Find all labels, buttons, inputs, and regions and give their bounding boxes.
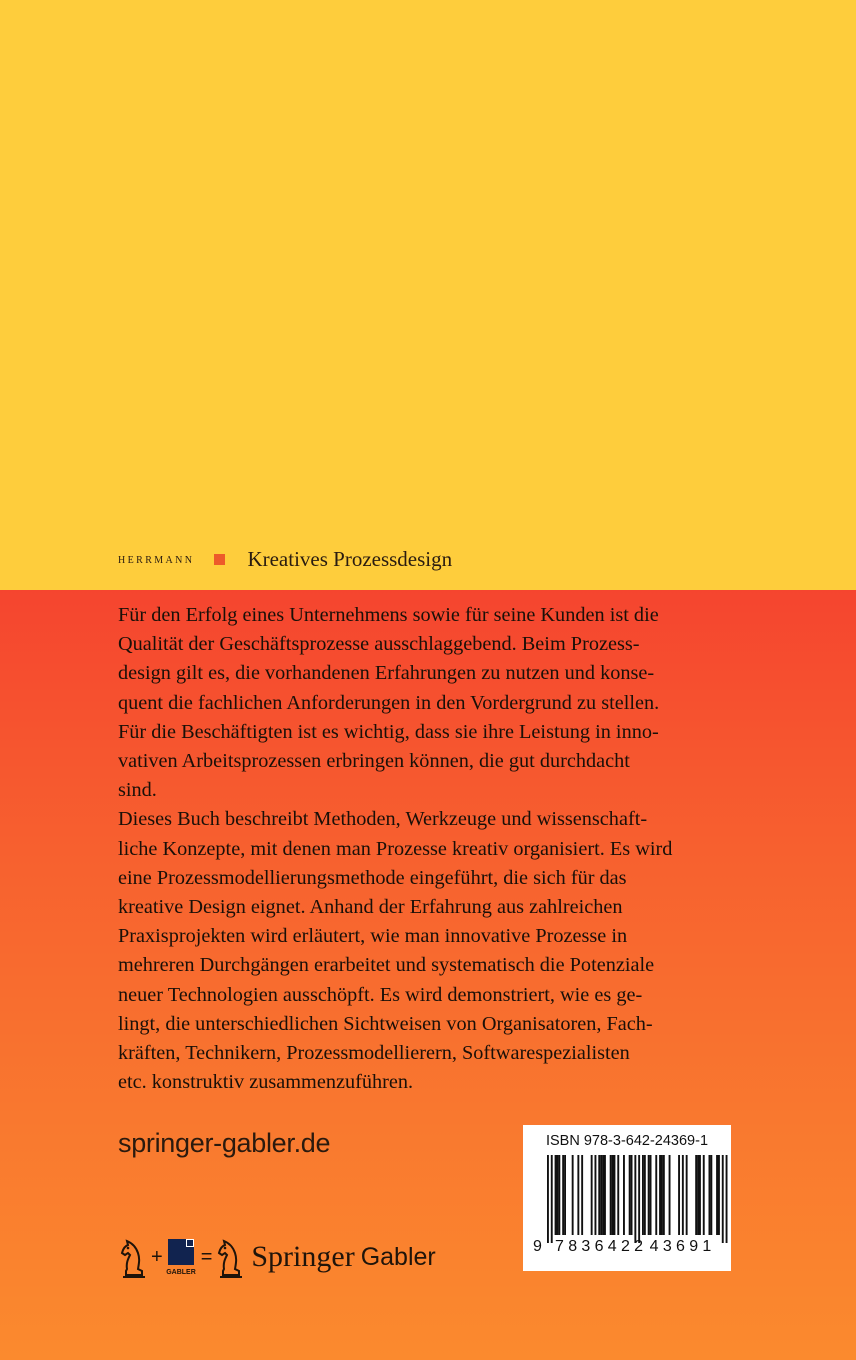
blurb-line: design gilt es, die vorhandenen Erfahrungen zu nutzen und konse- [118,662,655,685]
blurb-line: Für die Beschäftigten ist es wichtig, dass sie ihre Leistung in inno- [118,720,659,743]
barcode-bar [699,1155,701,1235]
blurb-line: liche Konzepte, mit denen man Prozesse kreativ organisiert. Es wird [118,837,673,860]
equals-sign: = [200,1245,213,1268]
ean-digit: 1 [702,1238,712,1255]
ean-digit: 9 [689,1238,699,1255]
separator-square-icon [214,554,225,565]
barcode-bar [710,1155,712,1235]
barcode-bar [697,1155,699,1235]
gabler-brand-text: Gabler [360,1242,436,1271]
barcode-bar [577,1155,579,1235]
barcode-bar [591,1155,593,1235]
barcode-bar [695,1155,697,1235]
barcode-bar [629,1155,631,1235]
plus-sign: + [151,1245,163,1268]
blurb-line: Qualität der Geschäftsprozesse ausschlaggebend. Beim Prozess- [118,633,640,656]
barcode-bar [644,1155,646,1235]
barcode-bar [663,1155,665,1235]
blurb-text [118,601,758,1097]
barcode-bar [612,1155,614,1235]
ean-digit: 8 [568,1238,578,1255]
ean-digit: 3 [662,1238,672,1255]
barcode-bar [678,1155,680,1235]
barcode-bar [716,1155,718,1235]
ean-digit: 6 [594,1238,604,1255]
barcode-bar [623,1155,625,1235]
website-url: springer-gabler.de [118,1128,331,1158]
blurb-line: kreative Design eignet. Anhand der Erfahrung aus zahlreichen [118,896,623,919]
ean-digits [533,1238,716,1256]
barcode-bar [659,1155,661,1235]
gabler-label: GABLER [165,1269,196,1276]
barcode-bar [726,1155,728,1243]
blurb-line: quent die fachlichen Anforderungen in den Vordergrund zu stellen. [118,691,660,714]
barcode-bar [604,1155,606,1235]
barcode-bar [600,1155,602,1235]
barcode-bar [709,1155,711,1235]
barcode-bar [555,1155,557,1235]
top-color-band [0,0,856,590]
blurb-line: mehreren Durchgängen erarbeitet und systematisch die Potenziale [118,954,655,977]
barcode-bar [669,1155,671,1235]
barcode-bar [682,1155,684,1235]
springer-brand-text: Springer [251,1240,355,1273]
barcode-bar [634,1155,636,1243]
barcode-bar [598,1155,600,1235]
barcode-bars [523,1155,731,1245]
book-title: Kreatives Prozessdesign [247,547,453,571]
barcode-bar [617,1155,619,1235]
barcode-bar [564,1155,566,1235]
barcode-bar [572,1155,574,1235]
author-name: herrmann [118,551,195,567]
barcode-bar [595,1155,597,1235]
blurb-line: eine Prozessmodellierungsmethode eingeführt, die sich für das [118,866,627,889]
barcode-bar [648,1155,650,1235]
header-line [118,547,452,572]
barcode-bar [661,1155,663,1235]
barcode-bar [686,1155,688,1235]
ean-digit: 6 [676,1238,685,1255]
barcode-bar [581,1155,583,1235]
barcode-bar [703,1155,705,1235]
isbn-barcode-box [523,1125,731,1271]
barcode-bar [557,1155,559,1235]
blurb-line: sind. [118,779,157,802]
barcode-bar [642,1155,644,1235]
blurb-line: neuer Technologien ausschöpft. Es wird demonstriert, wie es ge- [118,983,643,1006]
gabler-logo-icon [166,1237,198,1277]
blurb-line: kräften, Technikern, Prozessmodellierern, Softwarespezialisten [118,1042,630,1065]
blurb-line: Für den Erfolg eines Unternehmens sowie für seine Kunden ist die [118,604,659,626]
barcode-bar [650,1155,652,1235]
publisher-logo-row [118,1235,436,1279]
barcode-bar [638,1155,640,1243]
springer-knight-icon [215,1235,245,1279]
blurb-line: Dieses Buch beschreibt Methoden, Werkzeuge und wissenschaft- [118,808,648,831]
isbn-text: ISBN 978-3-642-24369-1 [545,1133,709,1149]
ean-digit: 4 [607,1238,617,1255]
blurb-line: vativen Arbeitsprozessen erbringen können, die gut durchdacht [118,750,630,773]
barcode-bar [551,1155,553,1243]
springer-knight-icon [118,1235,148,1279]
ean-digit: 4 [649,1238,659,1255]
ean-digit: 2 [634,1238,644,1255]
barcode-bar [610,1155,612,1235]
blurb-line: Praxisprojekten wird erläutert, wie man innovative Prozesse in [118,925,628,948]
barcode-bar [655,1155,657,1235]
barcode-bar [614,1155,616,1235]
barcode-bar [718,1155,720,1235]
blurb-line: lingt, die unterschiedlichen Sichtweisen von Organisatoren, Fach- [118,1012,653,1035]
barcode-bar [558,1155,560,1235]
ean-digit: 7 [555,1238,564,1255]
barcode-bar [547,1155,549,1243]
barcode-bar [722,1155,724,1243]
blurb-line: etc. konstruktiv zusammenzuführen. [118,1071,414,1094]
ean-digit: 9 [533,1238,542,1255]
barcode-bar [602,1155,604,1235]
barcode-bar [631,1155,633,1235]
ean-digit: 3 [581,1238,591,1255]
ean-digit: 2 [620,1238,630,1255]
barcode-bar [562,1155,564,1235]
